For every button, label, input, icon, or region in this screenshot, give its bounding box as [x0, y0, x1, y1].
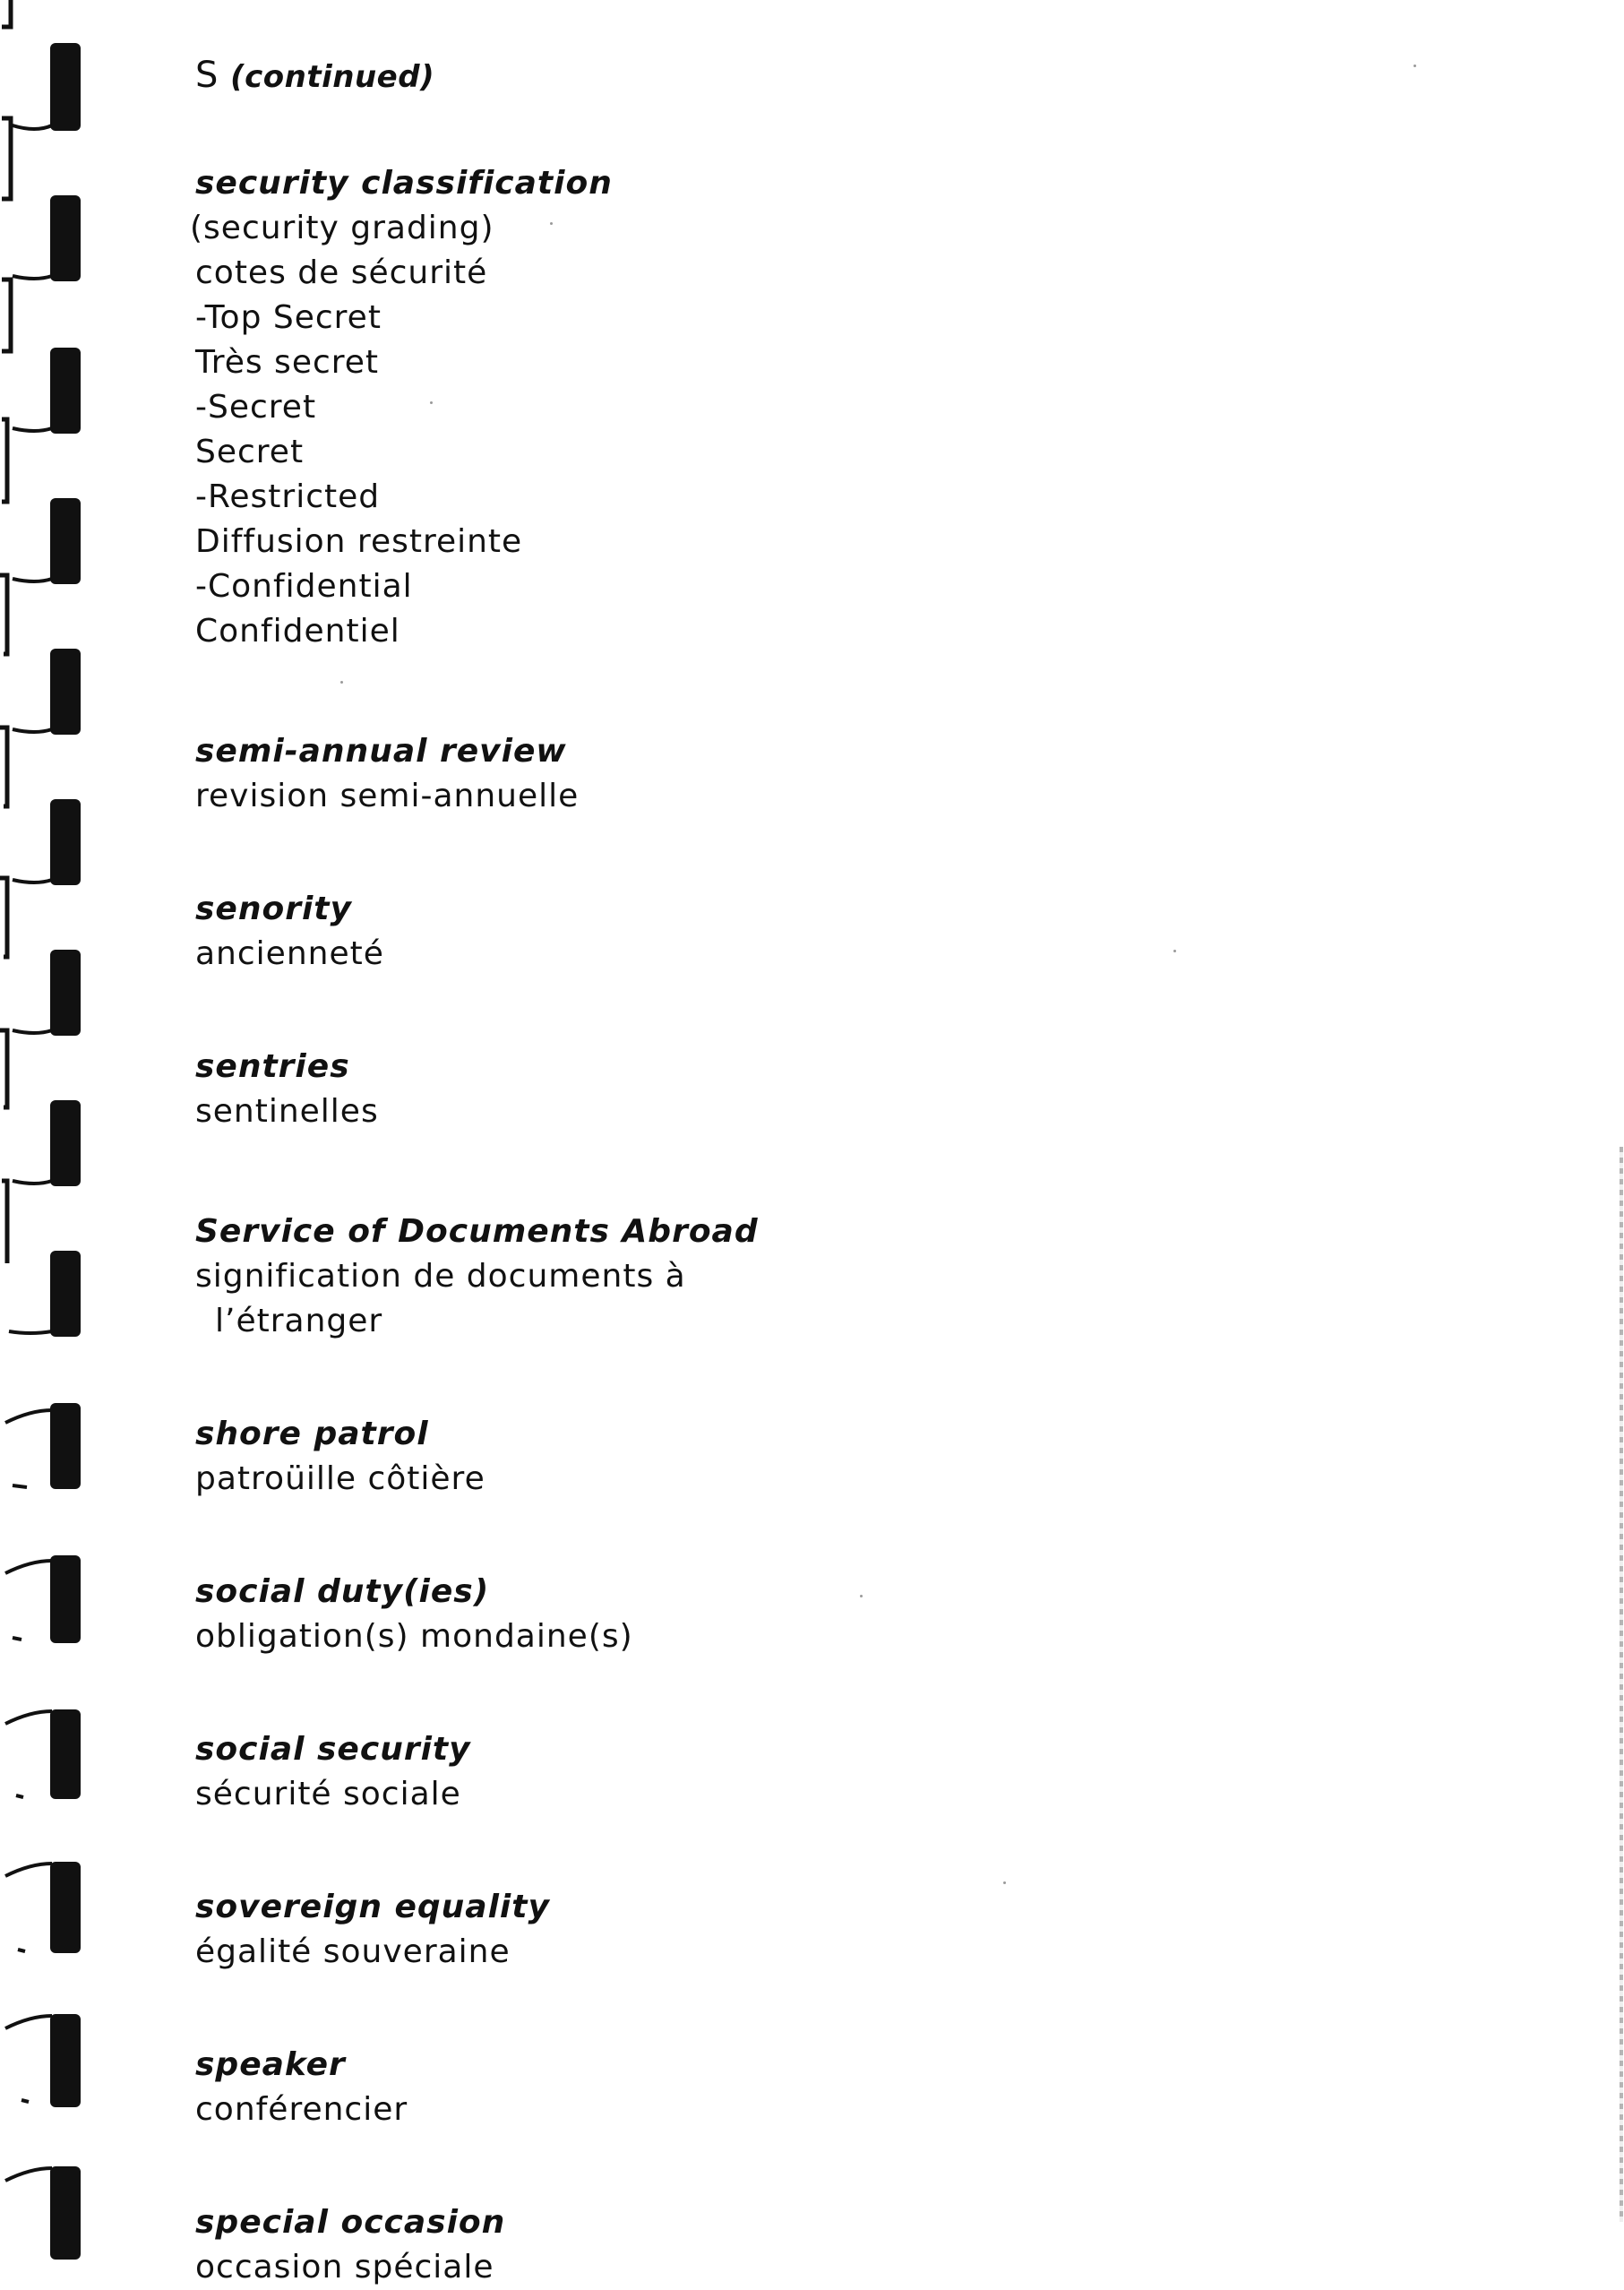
entry-translation-line: revision semi-annuelle	[195, 778, 580, 814]
entry-term-english: sovereign equality	[195, 1889, 550, 1925]
entry-translation-line: sécurité sociale	[195, 1776, 461, 1812]
entry-term-english: speaker	[195, 2046, 346, 2083]
entry-translation-line: Diffusion restreinte	[195, 523, 523, 560]
entry-translation-line: obligation(s) mondaine(s)	[195, 1618, 633, 1655]
glossary-entry	[195, 2200, 1001, 2290]
header-continued: (continued)	[230, 59, 435, 95]
entry-translation-line: patroüille côtière	[195, 1460, 485, 1497]
entry-term-english: social security	[195, 1731, 471, 1768]
entry-translation-line: -Restricted	[195, 478, 381, 515]
page-edge-shadow	[1620, 1147, 1623, 2222]
entry-term-english: social duty(ies)	[195, 1573, 490, 1610]
binding-connectors	[5, 125, 52, 2181]
entry-term-english: shore patrol	[195, 1416, 429, 1452]
entry-translation-line: conférencier	[195, 2091, 408, 2128]
glossary-entry	[195, 1045, 1001, 1134]
entry-translation-line: sentinelles	[195, 1093, 379, 1130]
entry-synonym: (security grading)	[190, 210, 494, 246]
entry-term-english: senority	[195, 891, 352, 927]
entry-translation-line: Secret	[195, 434, 305, 470]
entry-term-english: security classification	[195, 165, 613, 202]
scan-speck	[1413, 65, 1416, 67]
entry-translation-line: Très secret	[195, 344, 380, 381]
header-letter: S	[195, 55, 219, 96]
binding-bars	[50, 43, 81, 2260]
glossary-entry	[195, 887, 1001, 977]
glossary-entries	[190, 161, 1001, 2290]
entry-term-english: sentries	[195, 1048, 350, 1085]
comb-binding	[0, 0, 99, 2274]
glossary-entry	[195, 1210, 1001, 1344]
glossary-entry	[190, 161, 1001, 654]
binding-brackets	[0, 0, 11, 1263]
scan-speck	[1173, 950, 1176, 952]
glossary-entry	[195, 729, 1001, 819]
page-header	[195, 52, 1001, 100]
scan-speck	[1003, 1881, 1006, 1884]
entry-term-english: special occasion	[195, 2204, 506, 2241]
entry-translation-line: ancienneté	[195, 935, 384, 972]
glossary-entry	[195, 1885, 1001, 1975]
entry-translation-line: occasion spéciale	[195, 2249, 494, 2286]
entry-translation-line: -Confidential	[195, 568, 413, 605]
entry-translation-line: égalité souveraine	[195, 1933, 511, 1970]
glossary-entry	[195, 2043, 1001, 2132]
entry-term-english: Service of Documents Abroad	[195, 1213, 759, 1250]
glossary-page	[190, 52, 1001, 2290]
entry-translation-line: l’étranger	[215, 1303, 383, 1339]
entry-translation-line: -Secret	[195, 389, 317, 426]
glossary-entry	[195, 1412, 1001, 1502]
entry-translation-line: Confidentiel	[195, 613, 400, 650]
glossary-entry	[195, 1727, 1001, 1817]
entry-term-english: semi-annual review	[195, 733, 567, 770]
glossary-entry	[195, 1570, 1001, 1659]
entry-translation-line: cotes de sécurité	[195, 254, 488, 291]
entry-translation-line: -Top Secret	[195, 299, 382, 336]
entry-translation-line: signification de documents à	[195, 1258, 686, 1295]
